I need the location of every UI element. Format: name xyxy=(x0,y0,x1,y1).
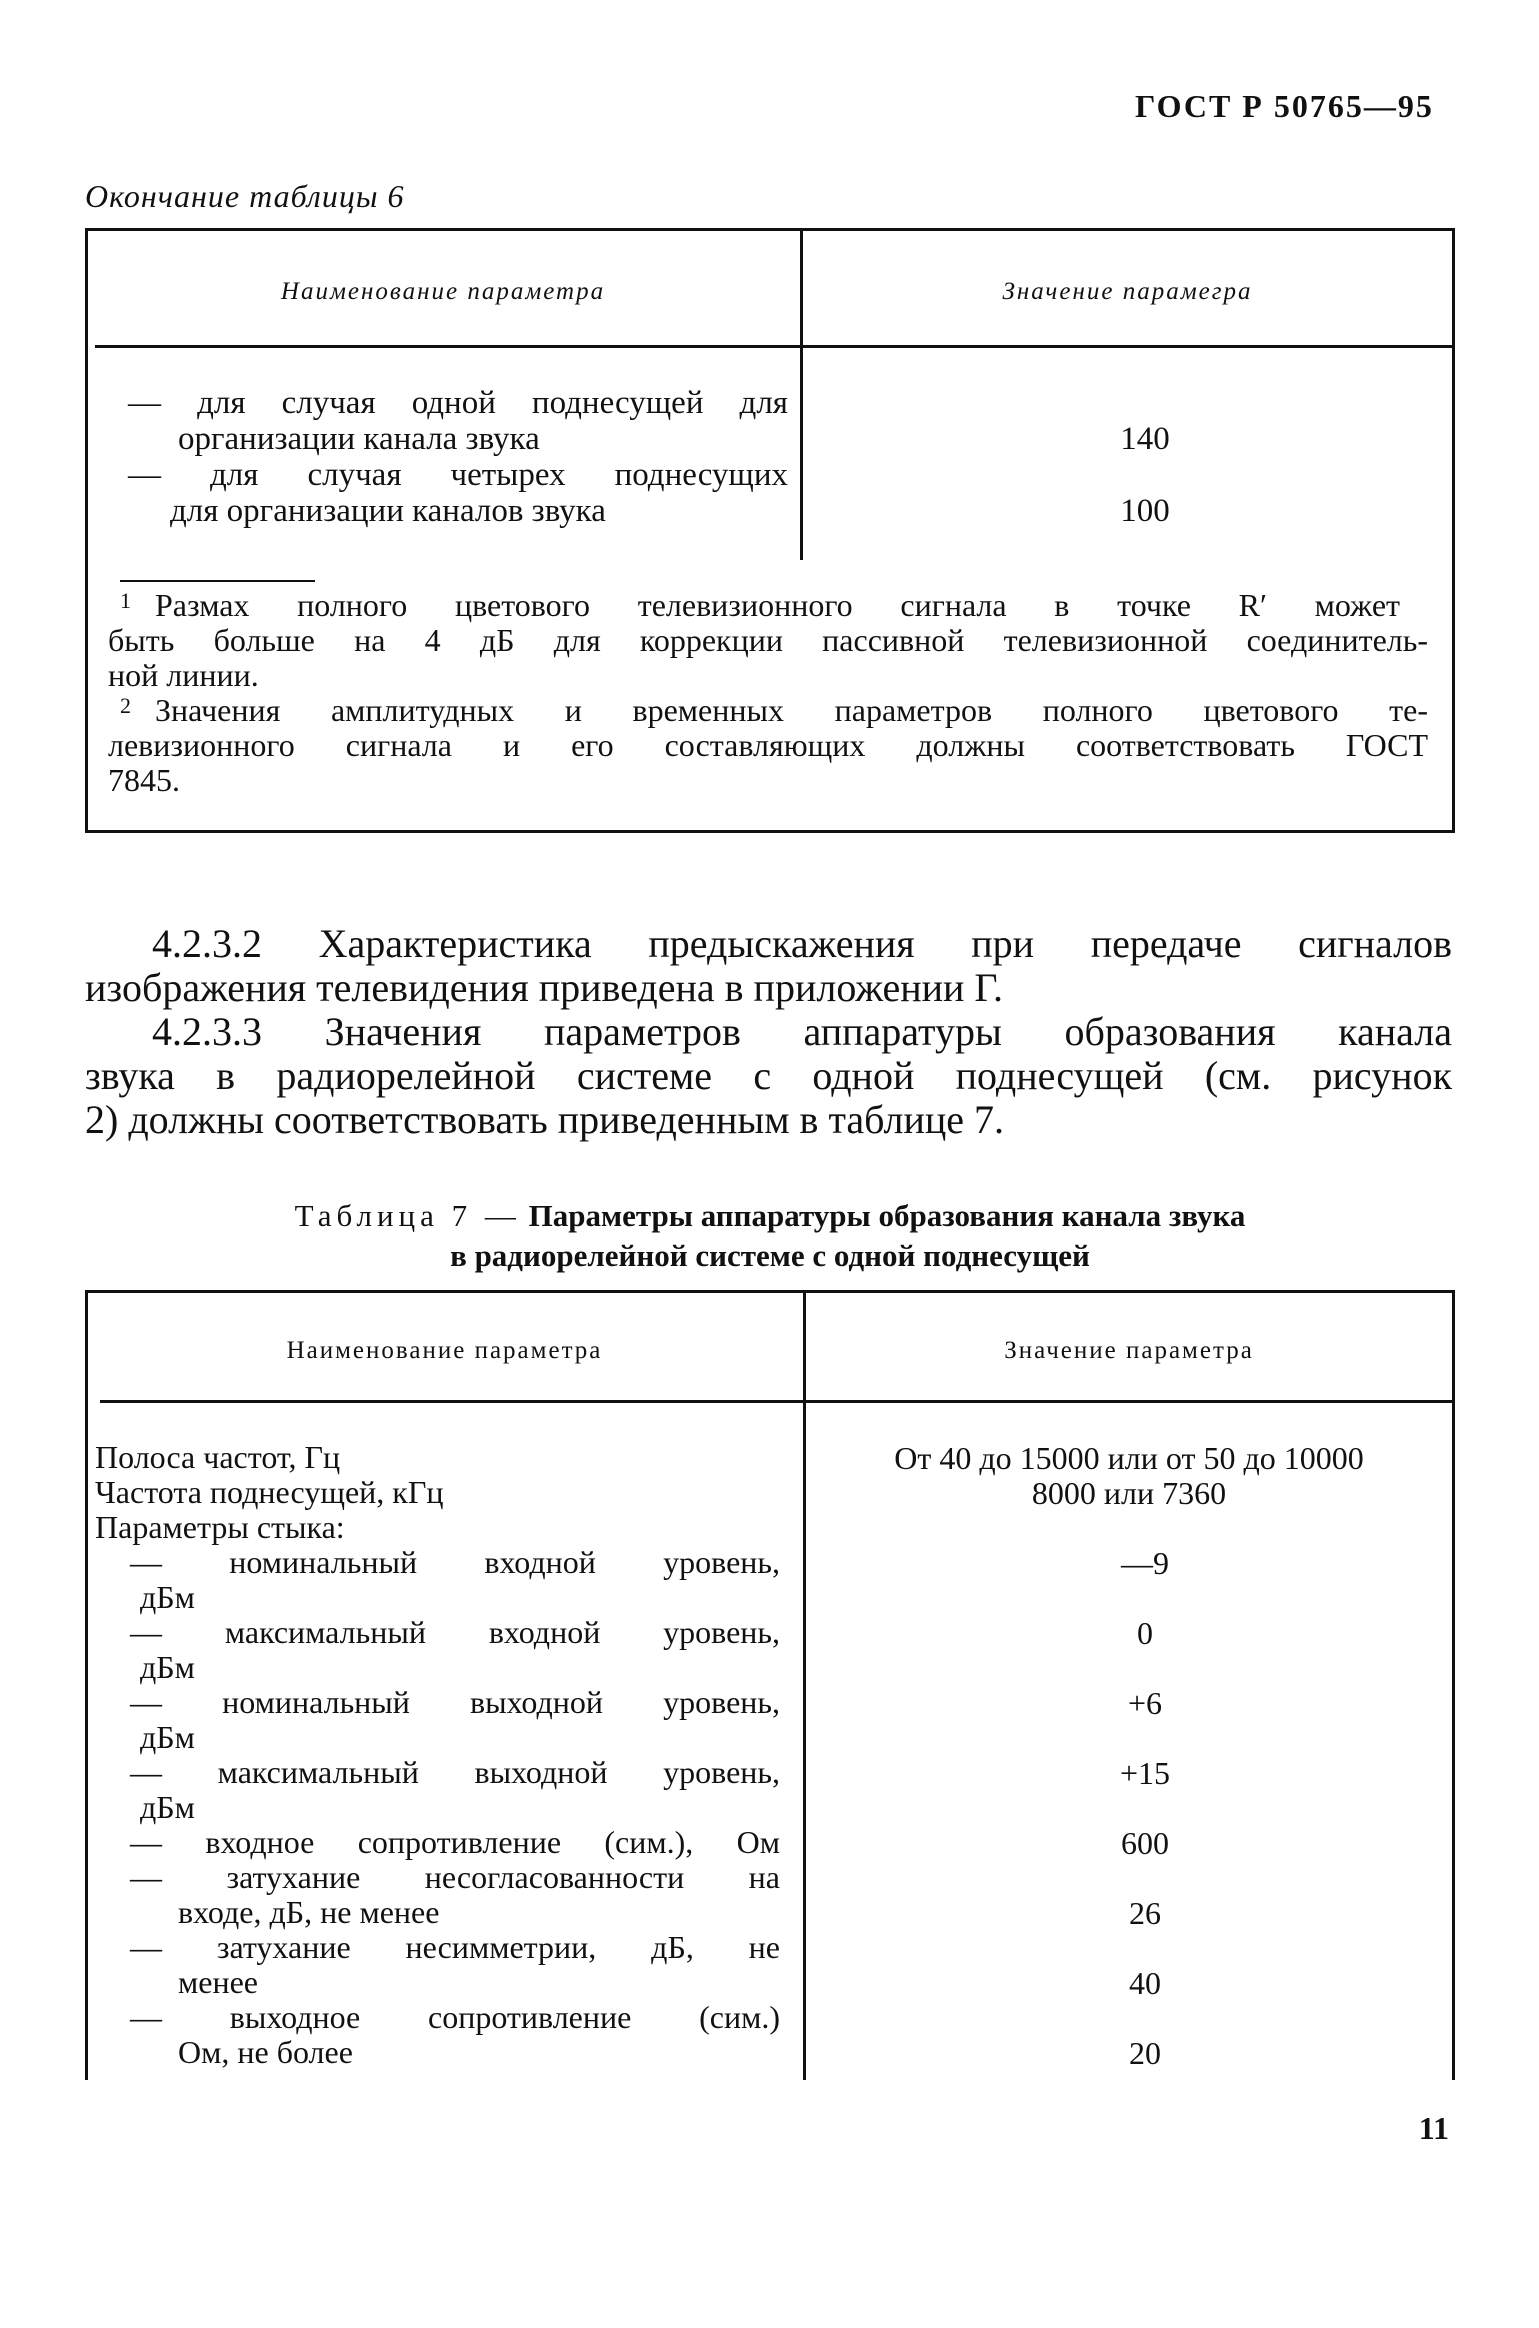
table6-bottom-rule xyxy=(85,830,1455,833)
table7-value-frequency-band: От 40 до 15000 или от 50 до 10000 xyxy=(894,1440,1364,1476)
table7-row-subcarrier-frequency: Частота поднесущей, кГц xyxy=(95,1474,444,1510)
table7-row-max-output-level-unit: дБм xyxy=(140,1789,195,1825)
table7-row-asymmetry-loss-cont: менее xyxy=(178,1964,258,2000)
footnote1-line1: Размах полного цветового телевизионного сигнала в точке R′ может xyxy=(155,587,1400,623)
table7-caption-title-line1: Параметры аппаратуры образования канала звука xyxy=(528,1198,1246,1233)
table6-top-rule xyxy=(85,228,1455,231)
footnote1-marker: 1 xyxy=(120,588,131,613)
table6-row1-param-line2: организации канала звука xyxy=(178,421,540,457)
table7-value-nominal-output-level: +6 xyxy=(1127,1685,1163,1721)
table7-caption-title-line2: в радиорелейной системе с одной поднесущей xyxy=(450,1238,1090,1273)
paragraph-4-2-3-2-line2: изображения телевидения приведена в приложении Г. xyxy=(85,965,1004,1010)
table7-row-input-return-loss-cont: входе, дБ, не менее xyxy=(178,1894,440,1930)
table7-row-frequency-band: Полоса частот, Гц xyxy=(95,1439,341,1475)
paragraph-4-2-3-3-line1: 4.2.3.3 Значения параметров аппаратуры образования канала xyxy=(152,1009,1452,1054)
footnote2-marker: 2 xyxy=(120,693,131,718)
table6-header-param: Наименование параметра xyxy=(280,278,606,305)
table7-value-output-impedance: 20 xyxy=(1129,2035,1161,2071)
table7-value-subcarrier-frequency: 8000 или 7360 xyxy=(1031,1475,1227,1511)
table6-row1-value: 140 xyxy=(1120,421,1170,457)
table7-row-nominal-output-level: — номинальный выходной уровень, xyxy=(130,1684,780,1720)
table6-right-border xyxy=(1452,230,1455,830)
table6-row1-param-line1: — для случая одной поднесущей для xyxy=(128,385,788,421)
table6-caption: Окончание таблицы 6 xyxy=(85,178,405,214)
footnote-separator xyxy=(120,580,315,582)
table7-value-nominal-input-level: —9 xyxy=(1121,1545,1169,1581)
table7-row-max-output-level: — максимальный выходной уровень, xyxy=(130,1754,780,1790)
table7-top-rule xyxy=(85,1290,1455,1293)
table7-row-nominal-input-level-unit: дБм xyxy=(140,1579,195,1615)
table7-header-rule xyxy=(100,1400,1452,1403)
table7-row-interface-params: Параметры стыка: xyxy=(95,1509,345,1545)
table7-row-max-input-level: — максимальный входной уровень, xyxy=(130,1614,780,1650)
paragraph-4-2-3-2-line1: 4.2.3.2 Характеристика предыскажения при передаче сигналов xyxy=(152,921,1452,966)
footnote2-line1: Значения амплитудных и временных параметров полного цветового те- xyxy=(155,692,1428,728)
table7-value-input-impedance: 600 xyxy=(1121,1825,1169,1861)
table7-row-output-impedance: — выходное сопротивление (сим.) xyxy=(130,1999,780,2035)
table7-row-input-impedance: — входное сопротивление (сим.), Ом xyxy=(130,1824,780,1860)
table7-header-value: Значение параметра xyxy=(1004,1337,1254,1364)
paragraph-4-2-3-3-line3: 2) должны соответствовать приведенным в таблице 7. xyxy=(85,1097,1005,1142)
table7-right-border xyxy=(1452,1292,1455,2080)
table6-left-border xyxy=(85,230,88,830)
table7-value-max-output-level: +15 xyxy=(1119,1755,1171,1791)
table7-value-input-return-loss: 26 xyxy=(1129,1895,1161,1931)
table7-row-nominal-output-level-unit: дБм xyxy=(140,1719,195,1755)
table6-row2-param-line2: для организации каналов звука xyxy=(170,493,606,529)
table7-row-output-impedance-cont: Ом, не более xyxy=(178,2034,353,2070)
table6-row2-value: 100 xyxy=(1120,493,1170,529)
table6-header-value: Значение парамегра xyxy=(1002,278,1253,305)
paragraph-4-2-3-3-line2: звука в радиорелейной системе с одной поднесущей (см. рисунок xyxy=(85,1053,1452,1098)
table7-left-border xyxy=(85,1292,88,2080)
footnote2-line2: левизионного сигнала и его составляющих должны соответствовать ГОСТ xyxy=(108,727,1428,763)
footnote1-line2: быть больше на 4 дБ для коррекции пассивной телевизионной соединитель- xyxy=(108,622,1428,658)
table7-value-max-input-level: 0 xyxy=(1137,1615,1153,1651)
table7-row-input-return-loss: — затухание несогласованности на xyxy=(130,1859,780,1895)
table7-column-divider xyxy=(803,1292,806,2080)
table7-value-asymmetry-loss: 40 xyxy=(1129,1965,1161,2001)
table7-caption-line1 xyxy=(85,1198,1455,1234)
footnote2-line3: 7845. xyxy=(108,762,180,798)
table7-header-param: Наименование параметра xyxy=(286,1337,603,1364)
table7-row-asymmetry-loss: — затухание несимметрии, дБ, не xyxy=(130,1929,780,1965)
table6-header-rule xyxy=(95,345,1452,348)
page-number: 11 xyxy=(1418,2110,1449,2146)
table6-row2-param-line1: — для случая четырех поднесущих xyxy=(128,457,788,493)
document-code: ГОСТ Р 50765—95 xyxy=(1135,88,1434,124)
table7-row-nominal-input-level: — номинальный входной уровень, xyxy=(130,1544,780,1580)
table7-caption-prefix: Таблица 7 — xyxy=(294,1198,521,1233)
table7-row-max-input-level-unit: дБм xyxy=(140,1649,195,1685)
footnote1-line3: ной линии. xyxy=(108,657,259,693)
table6-column-divider xyxy=(800,230,803,560)
